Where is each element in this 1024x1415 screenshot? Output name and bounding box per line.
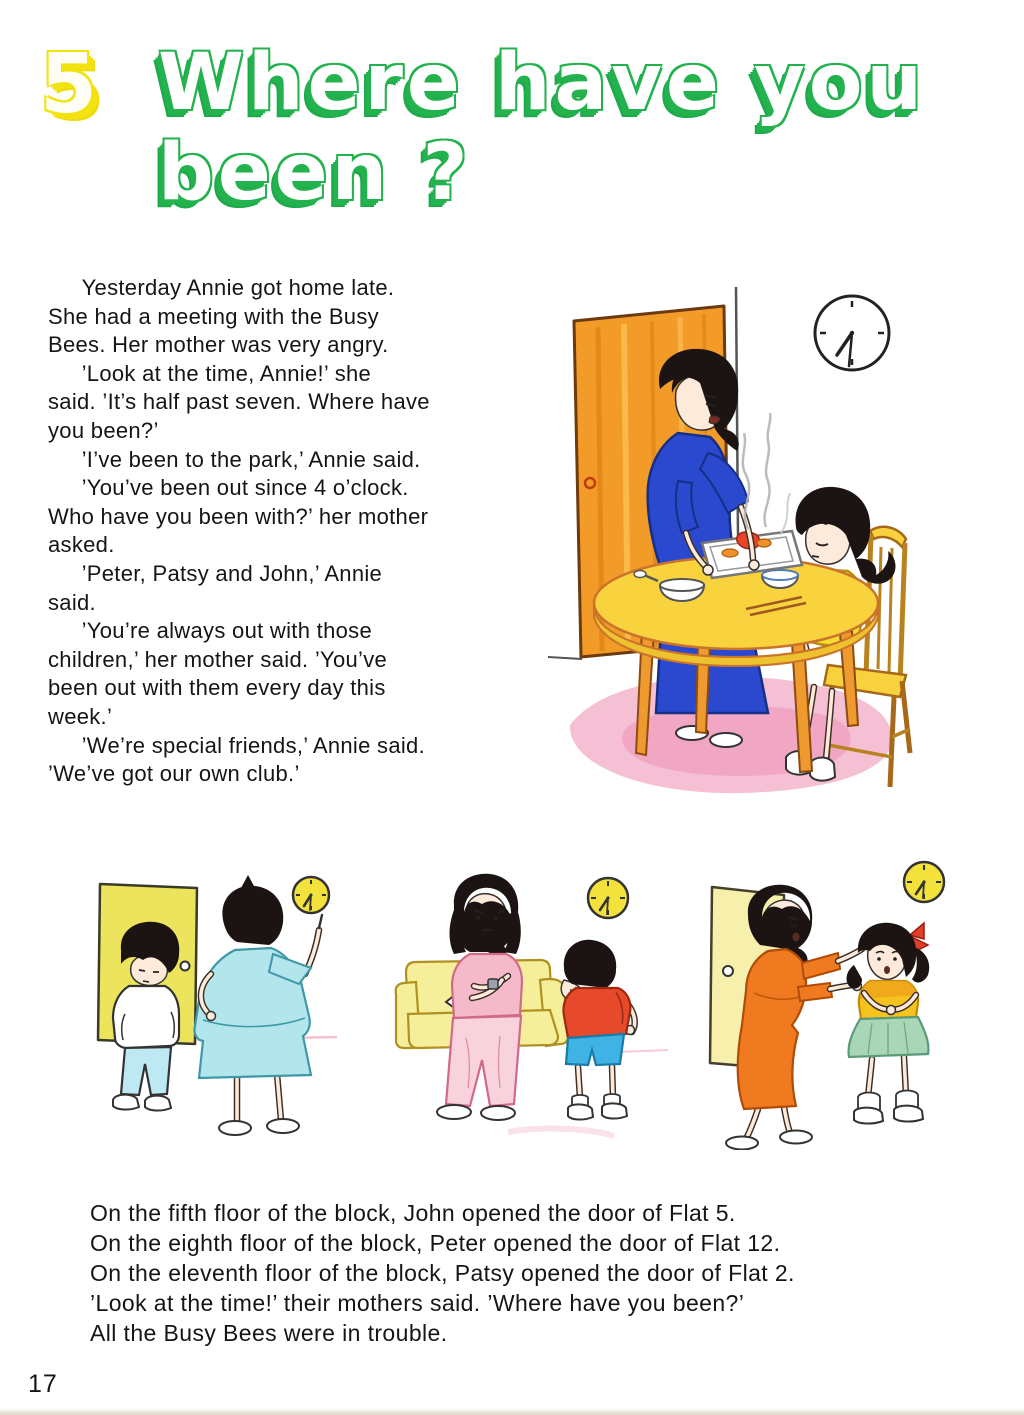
mother-hair (222, 886, 283, 945)
footer-line: On the eighth floor of the block, Peter opened the door of Flat 12. (90, 1230, 781, 1256)
story-line: ’You’re always out with those (48, 618, 372, 644)
story-line: ’Look at the time, Annie!’ she (48, 360, 372, 386)
lesson-title (158, 38, 926, 218)
footer-line: ’Look at the time!’ their mothers said. ’Where have you been?’ (90, 1290, 745, 1316)
footer-line: All the Busy Bees were in trouble. (90, 1320, 448, 1346)
story-line: children,’ her mother said. ’You’ve (48, 646, 388, 672)
main-illustration-svg (540, 285, 940, 800)
clock-icon (293, 877, 329, 913)
footer-paragraph (90, 1198, 970, 1348)
story-text (48, 274, 520, 789)
scene-peter-svg (390, 868, 670, 1150)
story-line: said. (48, 589, 96, 615)
story-line: Yesterday Annie got home late. (48, 275, 395, 300)
wall-clock-icon (815, 296, 889, 370)
footer-line: On the eleventh floor of the block, Patsy opened the door of Flat 2. (90, 1260, 795, 1286)
john-trousers (121, 1047, 171, 1095)
story-line: Who have you been with?’ her mother (48, 503, 429, 529)
story-line: week.’ (48, 703, 113, 729)
lesson-number: 5 (40, 37, 98, 132)
steam (743, 413, 790, 535)
story-line: ’You’ve been out since 4 o’clock. (48, 475, 409, 501)
title-line-1: Where have you (158, 38, 927, 128)
scene-patsy (692, 855, 982, 1150)
peter-hair (564, 940, 616, 988)
floor-shading (508, 1129, 614, 1136)
story-line: ’Peter, Patsy and John,’ Annie (48, 560, 383, 586)
john-figure (113, 922, 179, 1111)
story-line: ’We’re special friends,’ Annie said. (48, 732, 426, 758)
door-knob (181, 962, 190, 971)
scene-peter (390, 868, 670, 1150)
mother-figure (194, 875, 322, 1135)
main-illustration (540, 285, 940, 800)
scene-patsy-svg (692, 855, 982, 1150)
story-line: said. ’It’s half past seven. Where have (48, 389, 430, 415)
title-line-2: been ? (158, 128, 472, 218)
mother-dress (738, 949, 806, 1109)
scene-john (85, 870, 340, 1150)
scene-john-svg (85, 870, 340, 1150)
mother-trousers (446, 1016, 521, 1106)
clock-icon (904, 862, 944, 902)
clock-icon (588, 878, 628, 918)
peter-shirt (564, 988, 631, 1038)
story-line: ’We’ve got our own club.’ (48, 761, 300, 787)
wrist-watch (488, 979, 498, 989)
page-bottom-edge (0, 1408, 1024, 1415)
peter-figure (561, 940, 634, 1120)
story-line: you been?’ (48, 417, 159, 443)
story-line: asked. (48, 532, 115, 558)
story-line: Bees. Her mother was very angry. (48, 332, 389, 358)
door-knob (723, 966, 733, 976)
story-line: She had a meeting with the Busy (48, 303, 379, 329)
story-line: been out with them every day this (48, 675, 386, 701)
page-number: 17 (28, 1370, 58, 1398)
story-line: ’I’ve been to the park,’ Annie said. (48, 446, 421, 472)
peter-shorts (566, 1034, 624, 1065)
footer-line: On the fifth floor of the block, John opened the door of Flat 5. (90, 1200, 736, 1226)
